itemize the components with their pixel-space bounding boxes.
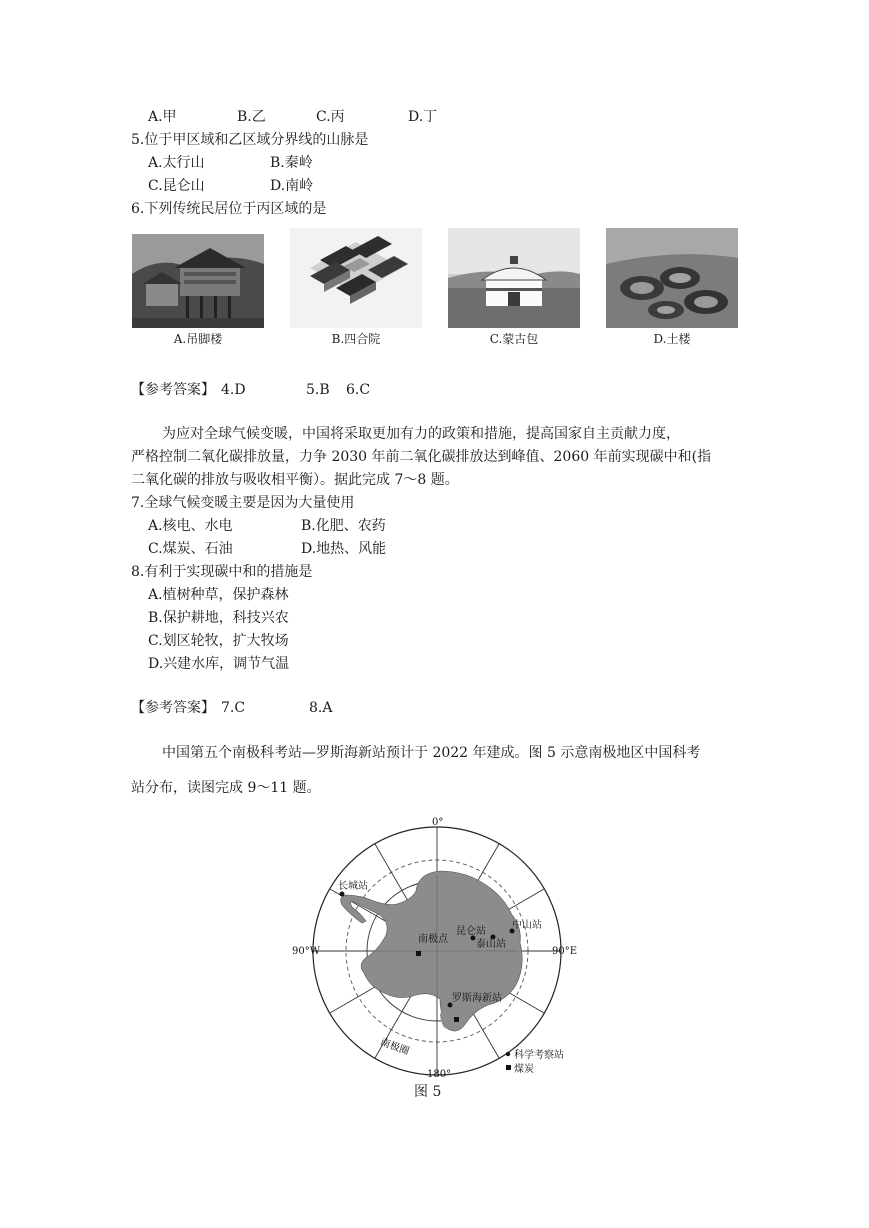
label-90e: 90°E [552,946,578,957]
q8-option-b: B.保护耕地，科技兴农 [148,610,289,626]
passage-line: 为应对全球气候变暖，中国将采取更加有力的政策和措施，提高国家自主贡献力度， [162,426,680,442]
q4-option-c: C.丙 [316,109,345,125]
label-antarctic-circle: 南极圈 [378,1036,411,1058]
label-taishan-station: 泰山站 [476,939,506,950]
legend-coal-square [506,1065,511,1070]
label-south-pole: 南极点 [418,934,448,945]
answer-label: 【参考答案】 [131,382,215,398]
q5-option-c: C.昆仑山 [148,178,205,194]
coal-marker [416,951,421,956]
caption-tulou: D.土楼 [653,332,691,346]
q8-stem: 8.有利于实现碳中和的措施是 [131,564,313,580]
caption-courtyard-house: B.四合院 [331,332,381,346]
coal-marker [454,1017,459,1022]
q7-stem: 7.全球气候变暖主要是因为大量使用 [131,495,355,511]
q8-option-c: C.划区轮牧，扩大牧场 [148,633,289,649]
q7-option-b: B.化肥、农药 [301,518,386,534]
antarctica-map [290,815,590,1085]
stilt-house-image [132,234,264,328]
passage-line: 严格控制二氧化碳排放量，力争 2030 年前二氧化碳排放达到峰值、2060 年前实现碳中和(指 [131,449,712,465]
q6-stem: 6.下列传统民居位于丙区域的是 [131,201,327,217]
passage-line: 中国第五个南极科考站—罗斯海新站预计于 2022 年建成。图 5 示意南极地区中国科考 [162,745,701,761]
answer-label: 【参考答案】 [131,700,215,716]
answer-item: 7.C [221,700,246,716]
q5-option-a: A.太行山 [148,155,205,171]
label-180: 180° [427,1069,452,1080]
label-90w: 90°W [292,946,321,957]
legend-station-label: 科学考察站 [514,1050,564,1061]
tulou-image [606,228,738,328]
legend-coal-label: 煤炭 [514,1064,534,1075]
figure-caption: 图 5 [414,1084,442,1100]
label-kunlun-station: 昆仑站 [456,926,486,937]
yurt-image [448,228,580,328]
q5-option-b: B.秦岭 [270,155,313,171]
courtyard-house-image [290,228,422,328]
answer-item: 5.B [306,382,330,398]
great-wall-station-dot [340,892,345,897]
q4-option-b: B.乙 [237,109,266,125]
label-0-degree: 0° [432,817,444,828]
q7-option-d: D.地热、风能 [301,541,387,557]
label-ross-sea-station: 罗斯海新站 [452,993,502,1004]
q4-option-a: A.甲 [148,109,177,125]
answer-item: 6.C [346,382,371,398]
passage-line: 二氧化碳的排放与吸收相平衡）。据此完成 7～8 题。 [131,472,459,488]
q8-option-d: D.兴建水库，调节气温 [148,656,290,672]
answer-item: 8.A [309,700,333,716]
caption-yurt: C.蒙古包 [489,332,539,346]
answer-item: 4.D [221,382,246,398]
q5-stem: 5.位于甲区域和乙区域分界线的山脉是 [131,132,369,148]
q4-option-d: D.丁 [408,109,438,125]
legend-station-dot [506,1052,510,1056]
q5-option-d: D.南岭 [270,178,314,194]
q7-option-a: A.核电、水电 [148,518,233,534]
q7-option-c: C.煤炭、石油 [148,541,233,557]
label-zhongshan-station: 中山站 [512,920,542,931]
label-great-wall-station: 长城站 [338,881,368,892]
passage-line: 站分布，读图完成 9～11 题。 [131,780,321,796]
caption-stilt-house: A.吊脚楼 [173,332,223,346]
q8-option-a: A.植树种草，保护森林 [148,587,289,603]
